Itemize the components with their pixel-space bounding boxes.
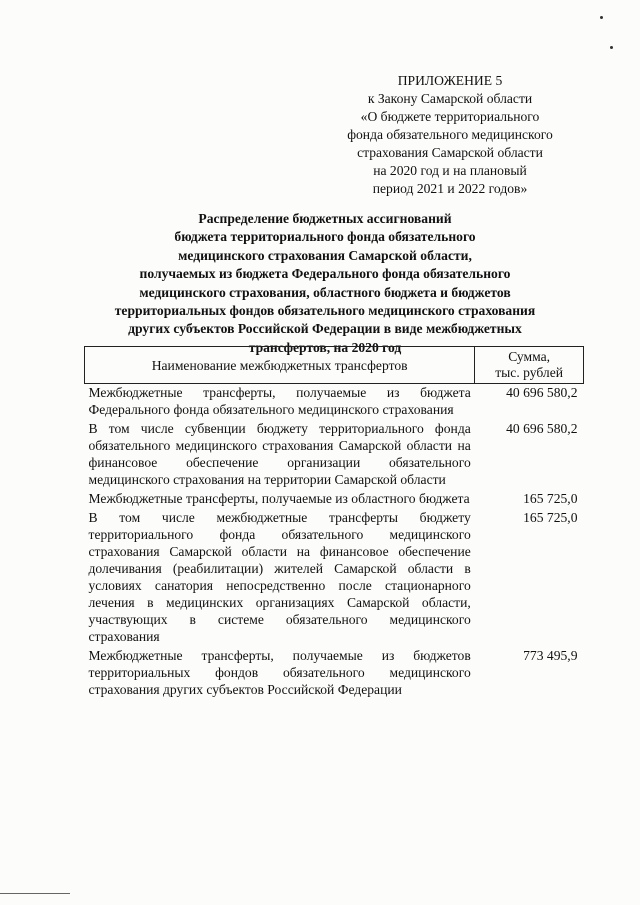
row-sum: 40 696 580,2 <box>506 421 578 436</box>
appendix-line: к Закону Самарской области <box>367 91 533 106</box>
header-sum-line1: Сумма, <box>508 349 551 364</box>
row-sum: 165 725,0 <box>523 491 578 506</box>
row-sum: 165 725,0 <box>523 510 578 525</box>
header-sum-line2: тыс. рублей <box>495 365 564 380</box>
table-row <box>85 509 584 647</box>
appendix-line: период 2021 и 2022 годов» <box>372 181 528 196</box>
row-name: В том числе субвенции бюджету территориального фонда обязательного медицинского страхования Самарской области на финансовое обеспечение организации обязательного медицинского страхования на территории Самарской области <box>88 421 471 487</box>
title-line: бюджета территориального фонда обязательного <box>174 229 476 245</box>
title-line: трансфертов, на 2020 год <box>248 339 402 355</box>
appendix-header <box>300 72 600 198</box>
row-name: Межбюджетные трансферты, получаемые из бюджетов территориальных фондов обязательного медицинского страхования других субъектов Российской Федерации <box>88 648 471 697</box>
row-sum: 773 495,9 <box>523 648 578 663</box>
header-name: Наименование межбюджетных трансфертов <box>85 347 475 384</box>
title-line: медицинского страхования, областного бюджета и бюджетов <box>139 284 511 300</box>
scan-speck <box>600 16 603 19</box>
table-row <box>85 384 584 421</box>
title-line: Распределение бюджетных ассигнований <box>198 211 452 226</box>
transfers-table <box>84 346 584 700</box>
row-name: Межбюджетные трансферты, получаемые из бюджета Федерального фонда обязательного медицинского страхования <box>88 385 471 417</box>
document-title <box>70 210 580 357</box>
title-line: других субъектов Российской Федерации в виде межбюджетных <box>128 321 522 337</box>
appendix-line: «О бюджете территориального <box>360 109 540 124</box>
table-header-row <box>85 347 584 384</box>
header-sum <box>475 347 584 384</box>
title-line: территориальных фондов обязательного медицинского страхования <box>114 303 536 319</box>
table-row <box>85 647 584 700</box>
scan-speck <box>610 46 613 49</box>
appendix-line: ПРИЛОЖЕНИЕ 5 <box>397 73 503 88</box>
appendix-line: на 2020 год и на плановый <box>373 163 527 178</box>
appendix-line: страхования Самарской области <box>357 145 543 160</box>
footer-rule <box>0 893 70 894</box>
row-name: Межбюджетные трансферты, получаемые из областного бюджета <box>88 491 470 506</box>
table-row <box>85 420 584 490</box>
appendix-line: фонда обязательного медицинского <box>347 127 553 142</box>
row-sum: 40 696 580,2 <box>506 385 578 400</box>
row-name: В том числе межбюджетные трансферты бюджету территориального фонда обязательного медицинского страхования Самарской области на финансовое обеспечение долечивания (реабилитации) жителей Самарской области в условиях санатория непосредственно после стационарного лечения в медицинских организациях Самарской области, участвующих в системе обязательного медицинского страхования <box>88 510 471 644</box>
table-row <box>85 490 584 509</box>
title-line: медицинского страхования Самарской области, <box>178 247 472 263</box>
title-line: получаемых из бюджета Федерального фонда обязательного <box>139 266 511 282</box>
